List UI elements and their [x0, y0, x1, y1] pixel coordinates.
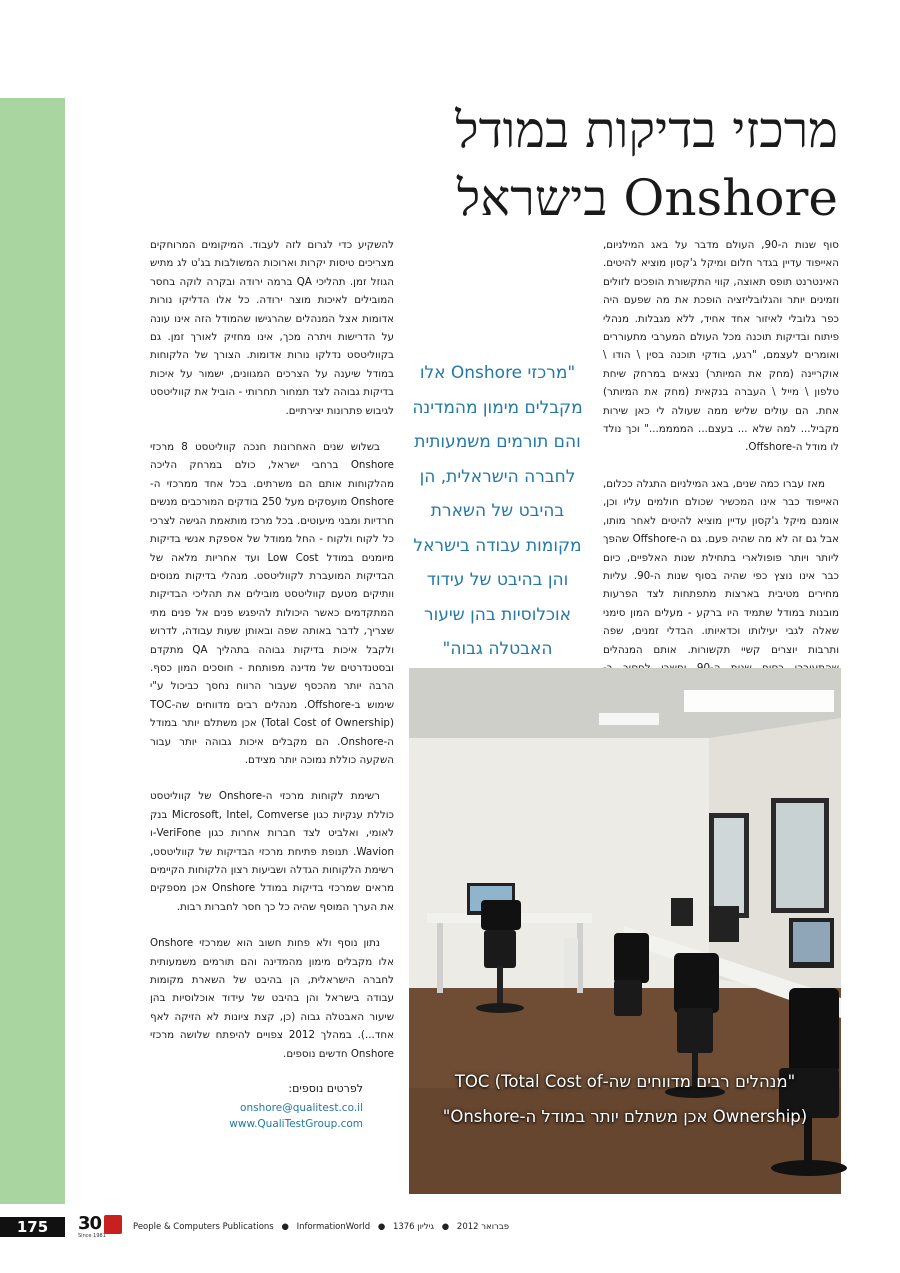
- article-title: [278, 96, 838, 232]
- side-accent-bar: [0, 98, 65, 1204]
- page-number: 175: [0, 1217, 65, 1237]
- pull-quote: "מרכזי Onshore אלו מקבלים מימון מהמדינה והם תורמים משמעותית לחברה הישראלית, הן בהיבט של השארת מקומות עבודה בישראל והן בהיבט של עידוד אוכלוסיות בהן שיעור האבטלה גבוה": [412, 363, 583, 659]
- anniversary-logo-number: 30: [78, 1213, 102, 1234]
- bullet-separator-icon: ●: [377, 1222, 386, 1232]
- footer-date: פברואר 2012: [456, 1222, 510, 1232]
- bullet-separator-icon: ●: [281, 1222, 289, 1232]
- footer-publication-line: [133, 1222, 509, 1232]
- paragraph: סוף שנות ה-90, העולם מדבר על באג המילניום, האייפוד עדיין בגדר חלום ומיקל ג'קסון מוציא להיטים. האינטרנט תופס תאוצה, קווי התקשורת הופכים לזולים וזמינים יותר והגלובליזציה הופכת את מה שפעם היה כפר גלובלי לאיזור אחד אחיד, ללא מגבלות. מנהלי פיתוח ובדיקות תוכנה מכל העולם המערבי מתעוררים ואומרים לעצמם, "רגע, בודקי תוכנה בסין \ הודו \ אוקריינה (מחק את המיותר) נצאים במרחק שיחת טלפון \ מייל \ העברה בנקאית (מחק את המיותר) אחת. הם עולים שליש ממה שעולה לי כאן שירות מקביל... למה שלא ... בעצם... הממממ..." וכך נולד לו מודל ה-Offshore.: [603, 239, 839, 454]
- title-line-1: מרכזי בדיקות במודל: [455, 101, 838, 159]
- paragraph: נתון נוסף ולא פחות חשוב הוא שמרכזי Onshore אלו מקבלים מימון מהמדינה והם תורמים משמעותית לחברה הישראלית, הן בהיבט של השארת מקומות עבודה בישראל והן בהיבט של עידוד אוכלוסיות בהן שיעור האבטלה גבוה (כן, קצת ציונות לא הזיקה לאף אחד...). במהלך 2012 צפויים להיפתח שלושה מרכזי Onshore חדשים נוספים.: [150, 937, 394, 1060]
- footer-publisher: People & Computers Publications: [133, 1222, 274, 1232]
- footer: [78, 1213, 778, 1239]
- paragraph: מאז עברו כמה שנים, באג המילניום התגלה ככלום, האייפוד כבר אינו המכשיר שכולם חולמים עליו וכן, אומנם מיקל ג'קסון עדיין מוציא להיטים לאחר מותו, אבל גם זה לא מה שהיה פעם. גם ה-Offshore שהפך ליותר ויותר פופולארי בתחילת שנות האלפיים, כיום כבר אינו נוצץ כפי שהיה בסוף שנות ה-90. עליות מחירים מטיבית בארצות מתפתחות לצד הפרעות מובנות במודל שתמיד היו ברקע - מעלים המון סימני שאלה לגבי יעילותו וכדאיותו. הבדלי זמנים, שפה ותרבות יוצרים קשיי תקשורות. אותם המנהלים: [603, 477, 839, 656]
- article-column-left: [150, 236, 394, 1076]
- person-logo-icon: [104, 1215, 122, 1234]
- bullet-separator-icon: ●: [441, 1222, 450, 1232]
- since-label: Since 1981: [78, 1233, 106, 1239]
- contact-info: [150, 1081, 363, 1132]
- paragraph: רשימת לקוחות מרכזי ה-Onshore של קווליטסט כוללת ענקיות כגון Microsoft, Intel, Comverse בנק לאומי, ואלביט לצד חברות אחרות כגון VeriFone-ו Wavion. תנופת פתיחת מרכזי הבדיקות של קווליטסט, רשימת הלקוחות הגדלה ושביעות רצון הלקוחות הקיימים מראים שמרכזי בדיקות במודל Onshore אכן מספקים את הערך המוסף שהיה כל כך חסר לחברות רבות.: [150, 790, 395, 913]
- paragraph: בשלוש שנים האחרונות חנכה קווליטסט 8 מרכזי Onshore ברחבי ישראל, כולם במרחק הליכה מהלקוחות אותם הם משרתים. בכל אחד ממרכזי ה-Onshore מועסקים מעל 250 בודקים המורכבים מנשים חרדיות ומבני מיעוטים. בכל מרכז מותאמת הגישה לצרכי כל לקוח ולקוח - החל ממודל של אספקת אנשי בדיקות מיומנים במודל Low Cost ועד אחריות מלאה של הבדיקות המועברת לקווליטסט. מנהלי בדיקות מנוסים וותיקים מטעם קווליטסט מובילים את תהליכי הבדיקות המתקדמים כאשר היכולות להיפגש פנים אל פנים מתי שצריך, לדבר באותה שפה ובאותן שעות עבודה, לדרוש ולקבל איכות בדיקות גבוהה בתהליך QA מתקדם ובסטנדרטים של מדינה מפותחת - חוסכים המון כסף. הרבה יותר מהכסף שעבור הרווח נחסך כביכול ע"י שימוש ב-Offshore. מנהלים רבים מדווחים שה-TOC (Total Cost of Ownership) אכן משתלם יותר במודל ה-Onshore. הם מקבלים איכות גבוהה יותר עבור השקעה כוללת נמוכה יותר מצידם.: [150, 441, 394, 766]
- contact-website-link[interactable]: www.QualiTestGroup.com: [229, 1118, 363, 1130]
- article-column-right: [603, 236, 839, 672]
- footer-issue: גיליון 1376: [392, 1222, 435, 1232]
- paragraph: להשקיע כדי לגרום לזה לעבוד. המיקומים המרוחקים מצריכים טיסות יקרות וארוכות המשולבות בג'ט לג מתיש הגוזל זמן. תהליכי QA ברמה ירודה ובקרה לוקה בחסר המובילים לאיכות מוצר ירודה. כל אלו הדליקו נורות אדומות אצל המנהלים שהרגישו שהמודל הזה אינו עונה על הדרישות ויתרה מכך, אינו מחזיק לאורך זמן. גם בקווליטסט נדלקו נורות אדומות. הצורך של הלקוחות במודל שיענה על הצרכים המגוונים, ישמור על איכות בדיקות גבוהה לצד תמחור תחרותי - הוביל את קווליטסט לגיבוש פתרונות יצירתיים.: [150, 239, 394, 417]
- footer-magazine: InformationWorld: [296, 1222, 371, 1232]
- contact-label: לפרטים נוספים:: [288, 1082, 363, 1095]
- photo-caption: "מנהלים רבים מדווחים שה-TOC (Total Cost of Ownership) אכן משתלם יותר במודל ה-Onshore": [442, 1072, 808, 1126]
- contact-email-link[interactable]: onshore@qualitest.co.il: [240, 1102, 363, 1114]
- office-photo: [409, 668, 841, 1194]
- title-line-2: Onshore בישראל: [456, 169, 838, 227]
